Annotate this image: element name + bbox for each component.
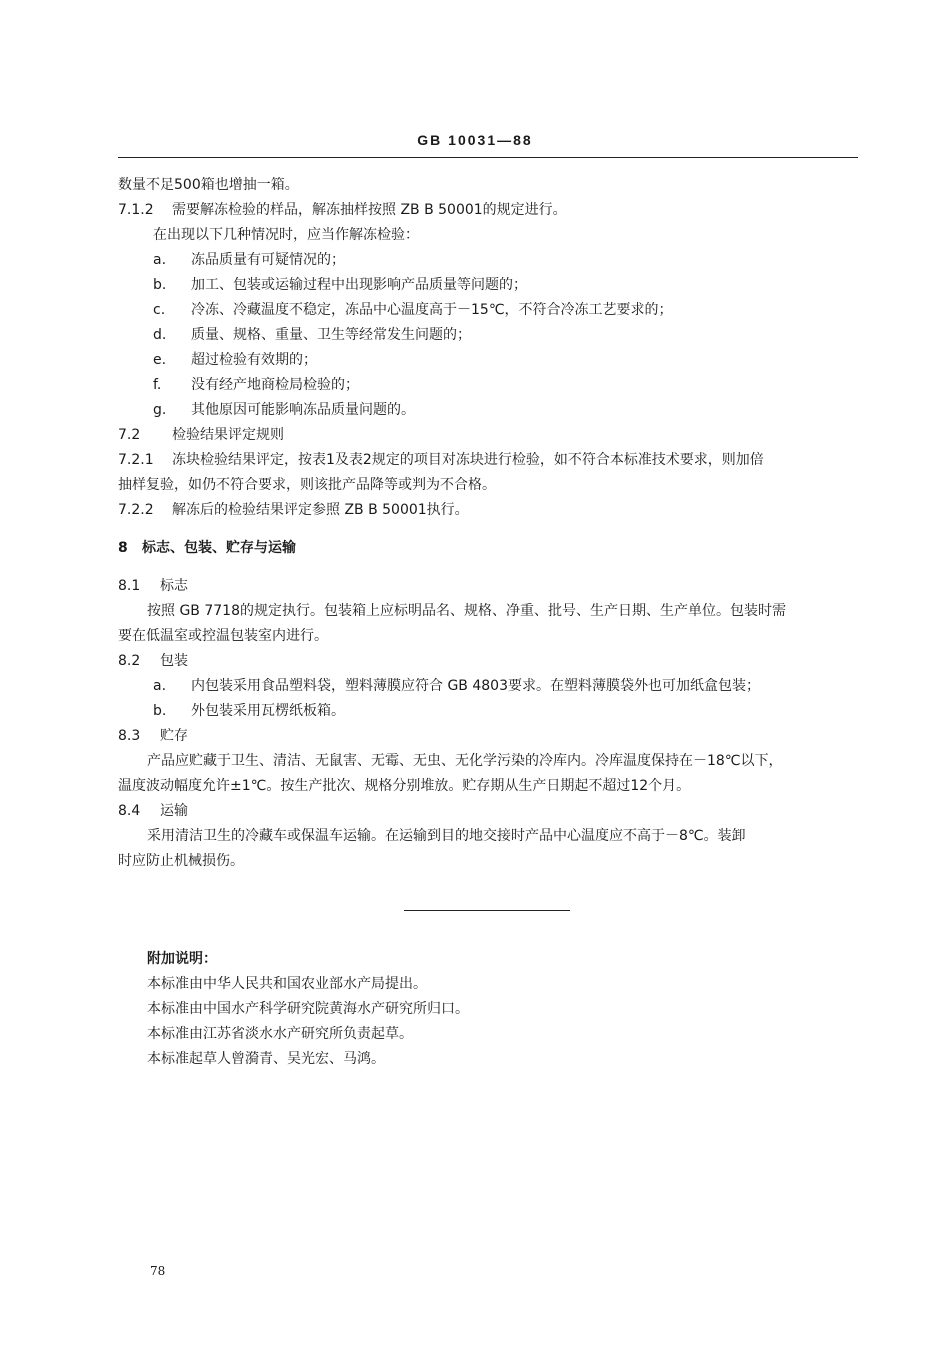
item-mark: d. [153,327,167,343]
header-rule [118,157,858,158]
clause-number: 8.3 [118,728,141,744]
clause-number: 8.2 [118,653,141,669]
list-item-b [153,276,527,294]
notes-title: 附加说明： [147,951,217,967]
notes-line: 本标准由中华人民共和国农业部水产局提出。 [147,976,427,992]
item-mark: g. [153,402,167,418]
clause-number: 7.2.2 [118,502,154,518]
chapter-8-heading [118,539,296,557]
clause-text: 解冻后的检验结果评定参照 ZB B 50001执行。 [172,502,469,518]
standard-code-header: GB 10031—88 [417,132,533,148]
item-mark: c. [153,302,166,318]
item-text: 质量、规格、重量、卫生等经常发生问题的； [191,327,471,343]
clause-7-2-1 [118,451,764,469]
item-text: 其他原因可能影响冻品质量问题的。 [191,402,415,418]
item-mark: e. [153,352,167,368]
notes-line: 本标准由江苏省淡水水产研究所负责起草。 [147,1026,413,1042]
clause-title: 包装 [160,653,188,669]
clause-title: 检验结果评定规则 [172,427,284,443]
item-text: 没有经产地商检局检验的； [191,377,359,393]
clause-8-1-text: 按照 GB 7718的规定执行。包装箱上应标明品名、规格、净重、批号、生产日期、生产单位。包装时需 [147,603,786,619]
clause-8-1-text-cont: 要在低温室或控温包装室内进行。 [118,628,328,644]
item-mark: b. [153,277,167,293]
chapter-title: 标志、包装、贮存与运输 [142,540,296,556]
item-mark: b. [153,703,167,719]
clause-intro: 在出现以下几种情况时，应当作解冻检验： [153,227,419,243]
list-item-f [153,376,359,394]
clause-number: 7.2.1 [118,452,154,468]
clause-8-3-heading [118,727,188,745]
clause-7-2-1-cont: 抽样复验，如仍不符合要求，则该批产品降等或判为不合格。 [118,477,496,493]
item-text: 冻品质量有可疑情况的； [191,252,345,268]
clause-number: 8.1 [118,578,141,594]
list-item-a [153,677,760,695]
clause-8-1-heading [118,577,188,595]
clause-title: 标志 [160,578,188,594]
list-item-c [153,301,673,319]
clause-title: 运输 [160,803,188,819]
clause-text: 冻块检验结果评定，按表1及表2规定的项目对冻块进行检验，如不符合本标准技术要求，则加倍 [172,452,764,468]
clause-8-4-text-cont: 时应防止机械损伤。 [118,853,244,869]
clause-number: 8.4 [118,803,141,819]
clause-8-4-heading [118,802,188,820]
clause-number: 7.1.2 [118,202,154,218]
list-item-a [153,251,345,269]
chapter-number: 8 [118,540,128,556]
notes-line: 本标准由中国水产科学研究院黄海水产研究所归口。 [147,1001,469,1017]
end-of-text-rule [404,910,570,911]
list-item-g [153,401,415,419]
list-item-b [153,702,345,720]
clause-number: 7.2 [118,427,141,443]
clause-7-2-heading [118,426,284,444]
item-text: 超过检验有效期的； [191,352,317,368]
clause-8-3-text-cont: 温度波动幅度允许±1℃。按生产批次、规格分别堆放。贮存期从生产日期起不超过12个月。 [118,778,691,794]
clause-8-3-text: 产品应贮藏于卫生、清洁、无鼠害、无霉、无虫、无化学污染的冷库内。冷库温度保持在－18℃以下， [147,753,783,769]
item-mark: f. [153,377,162,393]
continuation-line: 数量不足500箱也增抽一箱。 [118,177,299,193]
page-number: 78 [150,1264,166,1278]
item-text: 加工、包装或运输过程中出现影响产品质量等问题的； [191,277,527,293]
item-text: 冷冻、冷藏温度不稳定，冻品中心温度高于－15℃，不符合冷冻工艺要求的； [191,302,673,318]
list-item-e [153,351,317,369]
item-mark: a. [153,252,167,268]
clause-8-2-heading [118,652,188,670]
notes-line: 本标准起草人曾漪青、吴光宏、马鸿。 [147,1051,385,1067]
clause-title: 贮存 [160,728,188,744]
item-text: 内包装采用食品塑料袋，塑料薄膜应符合 GB 4803要求。在塑料薄膜袋外也可加纸盒包装； [191,678,760,694]
clause-7-2-2 [118,501,469,519]
clause-8-4-text: 采用清洁卫生的冷藏车或保温车运输。在运输到目的地交接时产品中心温度应不高于－8℃。装卸 [147,828,746,844]
clause-text: 需要解冻检验的样品，解冻抽样按照 ZB B 50001的规定进行。 [172,202,567,218]
item-mark: a. [153,678,167,694]
item-text: 外包装采用瓦楞纸板箱。 [191,703,345,719]
list-item-d [153,326,471,344]
clause-7-1-2 [118,201,567,219]
